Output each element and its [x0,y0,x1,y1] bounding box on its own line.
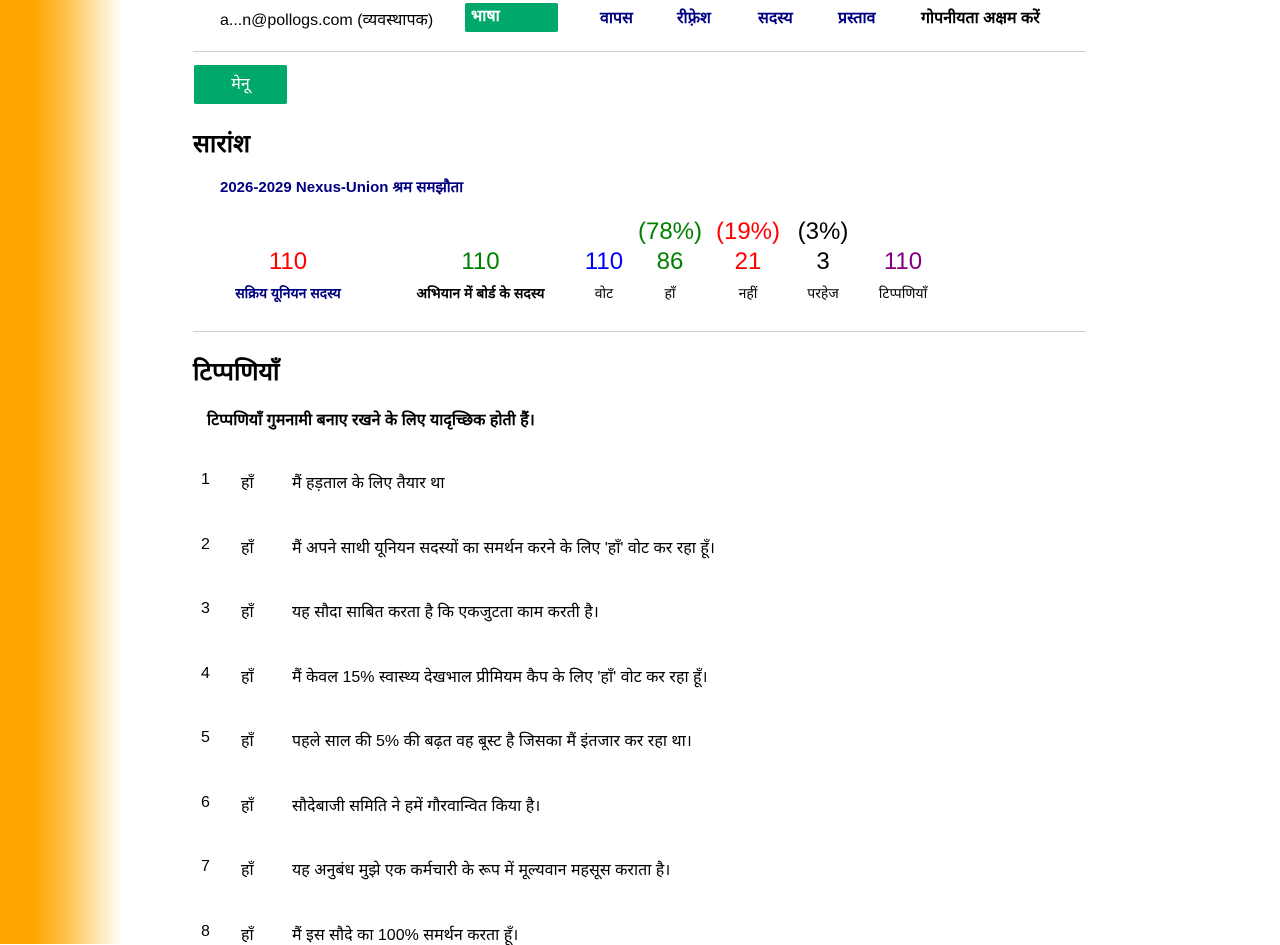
comment-index: 8 [201,923,210,940]
main-container [193,0,1086,944]
stat-board-members [393,218,568,303]
stat-percent: (78%) [637,218,703,245]
comment-index: 5 [201,729,210,746]
nav-proposal-link[interactable]: प्रस्ताव [838,10,876,27]
stat-label: वोट [594,285,614,301]
stat-yes [635,218,705,303]
comment-row [193,471,1086,491]
comment-index: 3 [201,600,210,617]
stat-value: 110 [584,248,624,275]
comment-vote: हाँ [241,540,254,557]
comment-vote: हाँ [241,798,254,815]
nav-refresh-link[interactable]: रीफ़्रेश [677,10,711,27]
comment-row [193,536,1086,556]
proposal-title[interactable]: 2026-2029 Nexus-Union श्रम समझौता [220,179,464,196]
summary-heading: सारांश [193,130,251,158]
comment-text: मैं अपने साथी यूनियन सदस्यों का समर्थन करने के लिए 'हाँ' वोट कर रहा हूँ। [292,540,715,557]
comment-vote: हाँ [241,733,254,750]
comments-note: टिप्पणियाँ गुमनामी बनाए रखने के लिए यादृच्छिक होती हैं। [207,412,535,429]
comment-text: मैं केवल 15% स्वास्थ्य देखभाल प्रीमियम कैप के लिए 'हाँ' वोट कर रहा हूँ। [292,669,708,686]
divider [193,331,1086,332]
comment-vote: हाँ [241,927,254,944]
comment-vote: हाँ [241,669,254,686]
left-gradient-bar [0,0,122,944]
nav-members-link[interactable]: सदस्य [758,10,793,27]
stat-percent: (3%) [797,218,849,245]
stat-label: अभियान में बोर्ड के सदस्य [416,285,545,301]
comment-index: 7 [201,858,210,875]
stat-value: 3 [816,248,830,275]
comments-heading: टिप्पणियाँ [193,358,280,386]
stat-no [713,218,783,303]
comment-vote: हाँ [241,862,254,879]
comment-row [193,665,1086,685]
comment-vote: हाँ [241,475,254,492]
top-nav [193,0,1086,52]
stat-label: टिप्पणियाँ [878,285,928,301]
stat-value: 110 [268,248,308,275]
stat-active-members [213,218,363,303]
comment-text: यह अनुबंध मुझे एक कर्मचारी के रूप में मूल्यवान महसूस कराता है। [292,862,671,879]
comment-row [193,858,1086,878]
stat-comments [863,218,943,303]
stat-label: हाँ [664,285,676,301]
stat-label: नहीं [738,285,758,301]
comment-text: पहले साल की 5% की बढ़त वह बूस्ट है जिसका मैं इंतजार कर रहा था। [292,733,692,750]
stat-label: परहेज [807,285,839,301]
comment-text: मैं हड़ताल के लिए तैयार था [292,475,445,492]
comment-index: 2 [201,536,210,553]
user-email: a...n@pollogs.com (व्यवस्थापक) [220,12,434,29]
stat-label[interactable]: सक्रिय यूनियन सदस्य [235,285,341,301]
comment-index: 6 [201,794,210,811]
comment-row [193,794,1086,814]
stat-percent: (19%) [715,218,781,245]
comment-row [193,923,1086,943]
menu-button[interactable]: मेनू [194,65,287,104]
comment-row [193,600,1086,620]
comment-index: 1 [201,471,210,488]
comment-text: यह सौदा साबित करता है कि एकजुटता काम करती है। [292,604,599,621]
stat-value: 110 [461,248,500,275]
comment-text: सौदेबाजी समिति ने हमें गौरवान्वित किया है। [292,798,541,815]
stat-value: 21 [734,248,762,275]
comment-index: 4 [201,665,210,682]
stat-value: 110 [883,248,923,275]
stat-votes [574,218,634,303]
comment-row [193,729,1086,749]
comment-text: मैं इस सौदे का 100% समर्थन करता हूँ। [292,927,519,944]
nav-back-link[interactable]: वापस [600,10,633,27]
stat-abstain [788,218,858,303]
language-button[interactable]: भाषा [465,3,558,32]
comment-vote: हाँ [241,604,254,621]
stat-value: 86 [656,248,684,275]
nav-privacy-link[interactable]: गोपनीयता अक्षम करें [921,10,1040,27]
